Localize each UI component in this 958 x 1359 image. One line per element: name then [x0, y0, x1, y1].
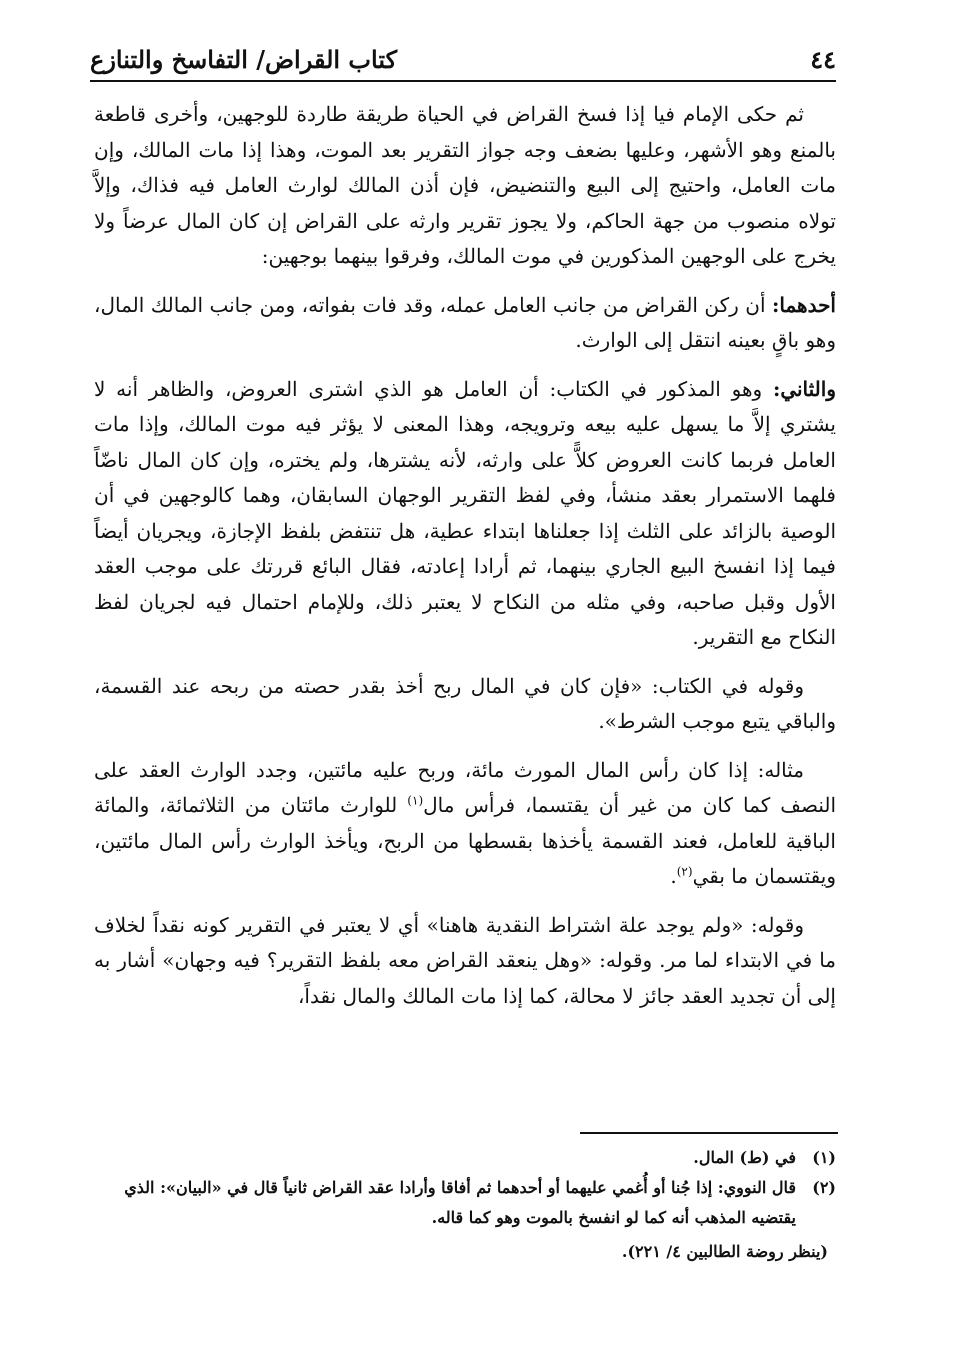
paragraph-2-lead: أحدهما: — [771, 292, 836, 317]
header-divider — [90, 80, 836, 82]
footnote-text: قال النووي: إذا جُنا أو أُغمي عليهما أو أحدهما ثم أفاقا وأرادا عقد القراض ثانياً قال في «البيان»: الذي يقتضيه المذهب أنه كما لو انفسخ بالموت وهو كما قاله. — [124, 1178, 796, 1227]
footnote-2 — [94, 1173, 836, 1233]
paragraph-3 — [94, 372, 836, 656]
paragraph-3-text: وهو المذكور في الكتاب: أن العامل هو الذي اشترى العروض، والظاهر أنه لا يشتري إلاَّ ما يسهل عليه بيعه وترويجه، وهذا المعنى لا يؤثر فيه موت المالك، وإذا مات العامل فربما كانت العروض كلاًّ على وارثه، لأنه يشترها، ولم يختره، وإن كان المال ناضّاً فلهما الاستمرار بعقد منشأ، وفي لفظ التقرير الوجهان السابقان، وهما كالوجهين في أن الوصية بالزائد على الثلث إذا جعلناها ابتداء عطية، هل تنتفض بلفظ الإجازة، ويجريان أيضاً فيما إذا انفسخ البيع الجاري بينهما، ثم أرادا إعادته، فقال البائع قررتك على موجب العقد الأول وقبل صاحبه، وفي مثله من النكاح لا يعتبر ذلك، وللإمام احتمال فيه لجريان لفظ النكاح مع التقرير. — [94, 376, 836, 649]
page-number: ٤٤ — [810, 44, 836, 74]
footnote-divider — [580, 1132, 838, 1134]
paragraph-5-part-b: للوارث مائتان من الثلاثمائة، والمائة الباقية للعامل، فعند القسمة يأخذها بقسطها من الربح، ويأخذ الوارث رأس المال مائتين، ويقتسمان ما بقي — [94, 793, 836, 888]
footnote-text: في (ط) المال. — [693, 1148, 796, 1167]
paragraph-3-lead: والثاني: — [772, 376, 836, 401]
running-title: كتاب القراض/ التفاسخ والتنازع — [90, 44, 398, 74]
paragraph-4: وقوله في الكتاب: «فإن كان في المال ربح أخذ بقدر حصته من ربحه عند القسمة، والباقي يتبع موجب الشرط». — [94, 673, 836, 733]
paragraph-1: ثم حكى الإمام فيا إذا فسخ القراض في الحياة طريقة طاردة للوجهين، وأخرى قاطعة بالمنع وهو الأشهر، وعليها بضعف وجه جواز التقرير بعد الموت، وهذا إذا مات المالك، وإن مات العامل، واحتيج إلى البيع والتنضيض، فإن أذن المالك لوارث العامل فيه فذاك، وإلاَّ تولاه منصوب من جهة الحاكم، ولا يجوز تقرير وارثه على القراض إن كان المال عرضاً ولا يخرج على الوجهين المذكورين في موت المالك، وفرقوا بينهما بوجهين: — [94, 102, 836, 268]
footnote-source: (ينظر روضة الطالبين ٤/ ٢٢١). — [621, 1242, 828, 1261]
main-text — [94, 97, 836, 1027]
footnotes — [94, 1143, 836, 1267]
paragraph-2 — [94, 288, 836, 359]
paragraph-2-text: أن ركن القراض من جانب العامل عمله، وقد فات بفواته، ومن جانب المالك المال، وهو باقٍ بعينه انتقل إلى الوارث. — [94, 292, 836, 352]
page-header — [90, 40, 836, 78]
footnote-number: (١) — [812, 1148, 836, 1167]
footnote-1 — [94, 1143, 836, 1173]
paragraph-5-part-a: مثاله: إذا كان رأس المال المورث مائة، وربح عليه مائتين، وجدد الوارث العقد على النصف كما كان من غير أن يقتسما، فرأس مال — [94, 757, 837, 817]
footnote-number: (٢) — [812, 1178, 836, 1197]
footnote-ref-2[interactable]: (٢) — [676, 864, 693, 879]
paragraph-5 — [94, 753, 836, 895]
paragraph-5-part-c: . — [670, 864, 677, 888]
paragraph-6: وقوله: «ولم يوجد علة اشتراط النقدية هاهنا» أي لا يعتبر في التقرير كونه نقداً لخلاف ما في الابتداء لما مر. وقوله: «وهل ينعقد القراض معه بلفظ التقرير؟ فيه وجهان» أشار به إلى أن تجديد العقد جائز لا محالة، كما إذا مات المالك والمال نقداً، — [94, 912, 836, 1008]
footnote-ref-1[interactable]: (١) — [407, 793, 424, 808]
